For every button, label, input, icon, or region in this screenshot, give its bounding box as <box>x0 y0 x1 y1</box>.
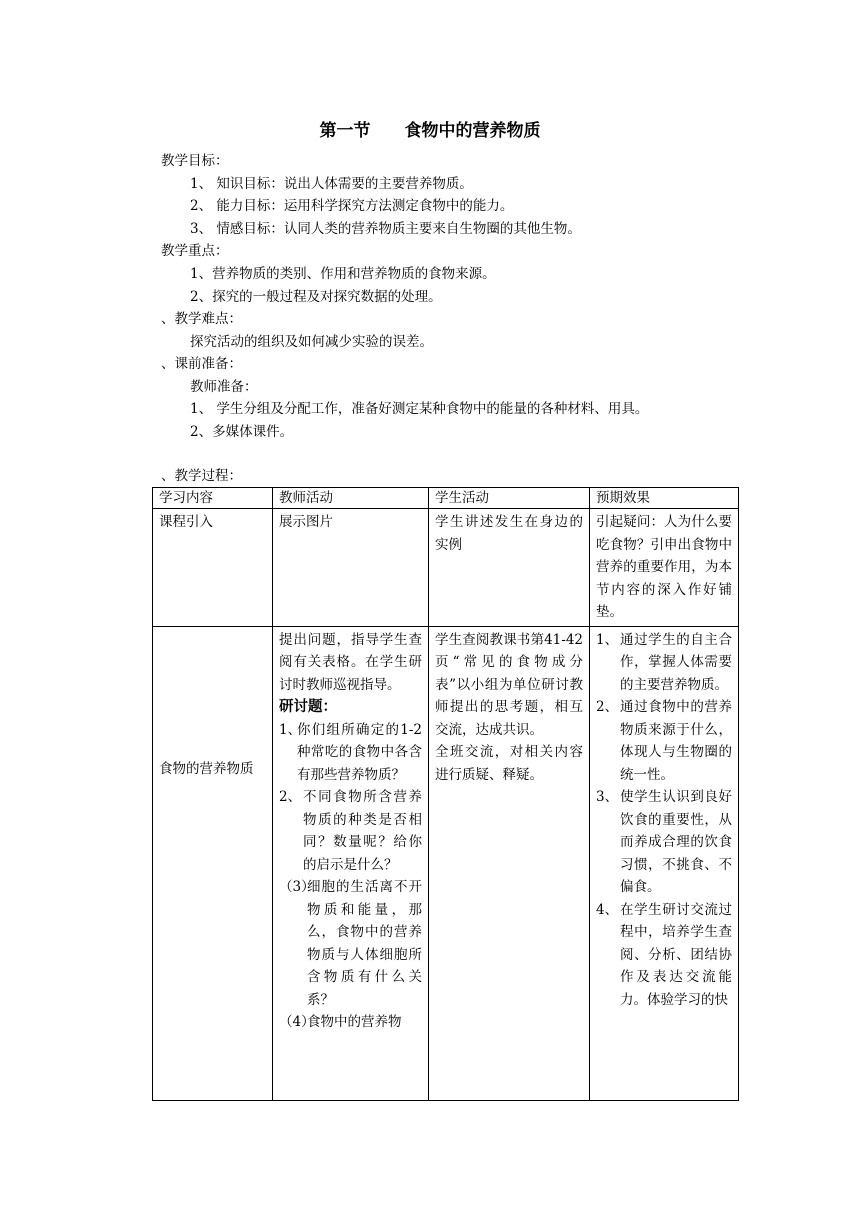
discussion-item: 2、 不同食物所含营养物质的种类是否相同？数量呢？给你的启示是什么？ <box>279 789 422 873</box>
header-expected-effect: 预期效果 <box>590 488 739 509</box>
key-points-heading: 教学重点： <box>161 243 229 259</box>
student-activity-para: 全班交流，对相关内容进行质疑、释疑。 <box>435 744 583 783</box>
table-row <box>153 626 739 1100</box>
row-teacher-activity: 展示图片 <box>273 509 429 627</box>
objectives-heading: 教学目标： <box>161 153 229 169</box>
row-learning-content <box>153 626 273 1100</box>
header-learning-content: 学习内容 <box>153 488 273 509</box>
objective-item: 3、 情感目标：认同人类的营养物质主要来自生物圈的其他生物。 <box>190 221 581 237</box>
objective-item: 2、 能力目标：运用科学探究方法测定食物中的能力。 <box>190 198 514 214</box>
header-teacher-activity: 教师活动 <box>273 488 429 509</box>
key-point-item: 1、营养物质的类别、作用和营养物质的食物来源。 <box>190 266 496 282</box>
discussion-item: （3） 细胞的生活离不开物质和能量，那么，食物中的营养物质与人体细胞所含物质有什么关系？ <box>279 879 422 1008</box>
student-activity-para: 学生查阅教课书第41-42页“常见的食物成分表”以小组为单位研讨教师提出的思考题，相互交流，达成共识。 <box>435 631 583 738</box>
header-student-activity: 学生活动 <box>429 488 590 509</box>
teacher-intro: 提出问题，指导学生查阅有关表格。在学生研讨时教师巡视指导。 <box>279 631 422 693</box>
row-teacher-activity <box>273 626 429 1100</box>
row-expected-effect <box>590 626 739 1100</box>
discussion-item: 1、 你们组所确定的1-2种常吃的食物中各含有那些营养物质？ <box>279 721 422 783</box>
row-learning-content: 课程引入 <box>153 509 273 627</box>
row-student-activity: 学生讲述发生在身边的实例 <box>429 509 590 627</box>
objective-item: 1、 知识目标：说出人体需要的主要营养物质。 <box>190 176 473 192</box>
key-point-item: 2、探究的一般过程及对探究数据的处理。 <box>190 289 442 305</box>
effect-item: 1、 通过学生的自主合作，掌握人体需要的主要营养物质。 <box>596 631 732 693</box>
difficulties-heading: 、教学难点： <box>161 311 242 327</box>
table-row <box>153 509 739 627</box>
learning-content-text: 食物的营养物质 <box>159 760 254 777</box>
row-expected-effect: 引起疑问：人为什么要吃食物？引申出食物中营养的重要作用，为本节内容的深入作好铺垫。 <box>590 509 739 627</box>
effect-item: 4、 在学生研讨交流过程中，培养学生查阅、分析、团结协作及表达交流能力。体验学习的快 <box>596 901 732 1008</box>
table-header-row <box>153 488 739 509</box>
section-name: 食物中的营养物质 <box>404 121 541 141</box>
preparation-item: 1、 学生分组及分配工作，准备好测定某种食物中的能量的各种材料、用具。 <box>190 401 649 417</box>
process-heading: 、教学过程： <box>161 468 242 484</box>
discussion-label: 研讨题： <box>279 699 337 715</box>
row-student-activity <box>429 626 590 1100</box>
section-number: 第一节 <box>319 121 371 141</box>
page-title <box>0 116 860 141</box>
effect-item: 3、 使学生认识到良好饮食的重要性，从而养成合理的饮食习惯，不挑食、不偏食。 <box>596 789 732 895</box>
preparation-item: 2、多媒体课件。 <box>190 424 294 440</box>
preparation-heading: 、课前准备： <box>161 356 242 372</box>
effect-item: 2、 通过食物中的营养物质来源于什么，体现人与生物圈的统一性。 <box>596 699 732 783</box>
preparation-sub-heading: 教师准备： <box>190 379 258 395</box>
discussion-item: （4） 食物中的营养物 <box>279 1014 402 1030</box>
teaching-process-table <box>152 487 739 1101</box>
difficulties-text: 探究活动的组织及如何减少实验的误差。 <box>190 334 433 350</box>
